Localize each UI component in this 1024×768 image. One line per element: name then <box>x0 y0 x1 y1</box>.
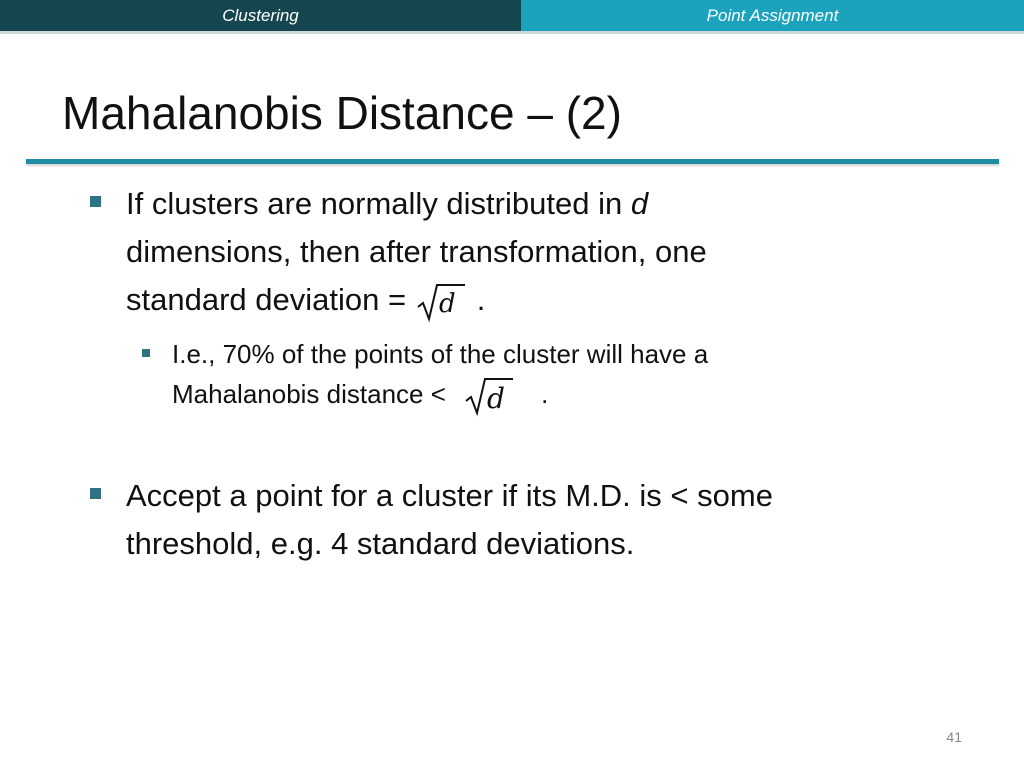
bullet-2-line-1: Accept a point for a cluster if its M.D. is < some <box>126 478 773 513</box>
bullet-1-line-1 <box>126 180 986 228</box>
bullet-2-text <box>126 472 986 568</box>
top-bar <box>0 0 1024 31</box>
tab-clustering[interactable]: Clustering <box>0 0 521 31</box>
sqrt-d-symbol: d <box>487 382 506 416</box>
bullet-1-line-3-text: standard deviation = <box>126 282 415 317</box>
sub-bullet-line-1: I.e., 70% of the points of the cluster will have a <box>172 339 709 369</box>
sub-bullet-square-icon <box>142 349 150 357</box>
bullet-1-text <box>126 180 986 324</box>
bullet-2-line-2: threshold, e.g. 4 standard deviations. <box>126 526 635 561</box>
bullet-1-line-2: dimensions, then after transformation, one <box>126 234 707 269</box>
bullet-1-text-part: If clusters are normally distributed in <box>126 186 631 221</box>
sub-bullet-text <box>172 334 972 417</box>
sqrt-d-icon <box>463 375 515 417</box>
slide-title: Mahalanobis Distance – (2) <box>62 87 622 139</box>
sqrt-d-symbol: d <box>438 288 456 319</box>
top-divider <box>0 31 1024 34</box>
sqrt-d-icon <box>415 281 467 323</box>
bullet-1-line-3 <box>126 276 986 324</box>
italic-d: d <box>630 186 649 221</box>
tab-point-assignment[interactable]: Point Assignment <box>521 0 1024 31</box>
page-number: 41 <box>946 729 962 745</box>
sub-bullet-line-2-period: . <box>541 379 549 409</box>
bullet-square-icon <box>90 488 101 499</box>
sub-bullet-line-2 <box>172 374 972 417</box>
bullet-square-icon <box>90 196 101 207</box>
sub-bullet-line-2-text: Mahalanobis distance < <box>172 379 454 409</box>
bullet-1-line-3-period: . <box>476 282 486 317</box>
title-underline <box>26 159 999 164</box>
